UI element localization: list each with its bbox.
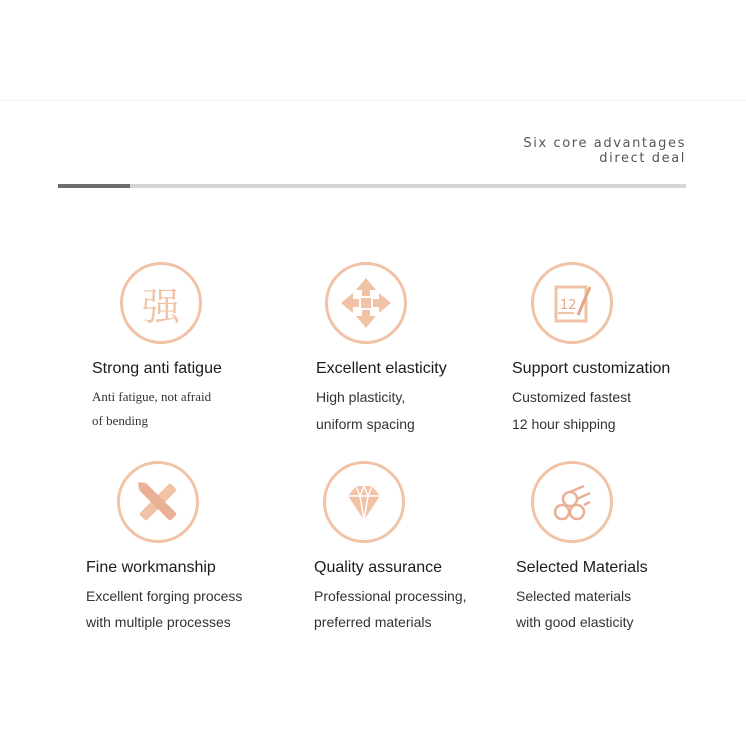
feature-title: Strong anti fatigue: [92, 360, 222, 377]
diamond-icon: [323, 461, 405, 543]
progress-bar: [58, 184, 686, 188]
four-arrows-svg: [335, 272, 397, 334]
strong-character-glyph: 强: [141, 284, 180, 329]
feature-desc-line-2: 12 hour shipping: [512, 416, 616, 432]
four-arrows-icon: [325, 262, 407, 344]
header-line-2: direct deal: [599, 151, 686, 166]
material-rolls-icon: [531, 461, 613, 543]
header-line-1: Six core advantages: [523, 136, 686, 151]
feature-desc-line-1: Anti fatigue, not afraid: [92, 389, 212, 404]
feature-desc-line-1: Customized fastest: [512, 389, 632, 405]
progress-fill: [58, 184, 130, 188]
header: [523, 136, 686, 166]
feature-desc-line-2: with multiple processes: [86, 614, 231, 630]
feature-desc-line-1: Professional processing,: [314, 588, 467, 604]
feature-title: Fine workmanship: [86, 559, 216, 576]
crossed-tools-svg: [130, 474, 186, 530]
feature-title: Excellent elasticity: [316, 360, 447, 377]
calendar-12-icon: [531, 262, 613, 344]
feature-title: Quality assurance: [314, 559, 443, 576]
feature-desc-line-2: uniform spacing: [316, 416, 415, 432]
feature-desc-line-1: Selected materials: [516, 588, 632, 604]
feature-desc-line-1: Excellent forging process: [86, 588, 243, 604]
feature-desc-line-1: High plasticity,: [316, 389, 406, 405]
feature-desc-line-2: preferred materials: [314, 614, 432, 630]
crossed-tools-icon: [117, 461, 199, 543]
feature-title: Selected Materials: [516, 559, 648, 576]
feature-desc-line-2: of bending: [92, 413, 148, 428]
calendar-12-svg: [544, 275, 600, 331]
top-divider: [0, 100, 746, 101]
strong-character-icon: [120, 262, 202, 344]
feature-desc-line-2: with good elasticity: [516, 614, 634, 630]
calendar-number: 12: [560, 298, 577, 313]
diamond-svg: [336, 474, 392, 530]
material-rolls-svg: [544, 474, 600, 530]
feature-title: Support customization: [512, 360, 671, 377]
